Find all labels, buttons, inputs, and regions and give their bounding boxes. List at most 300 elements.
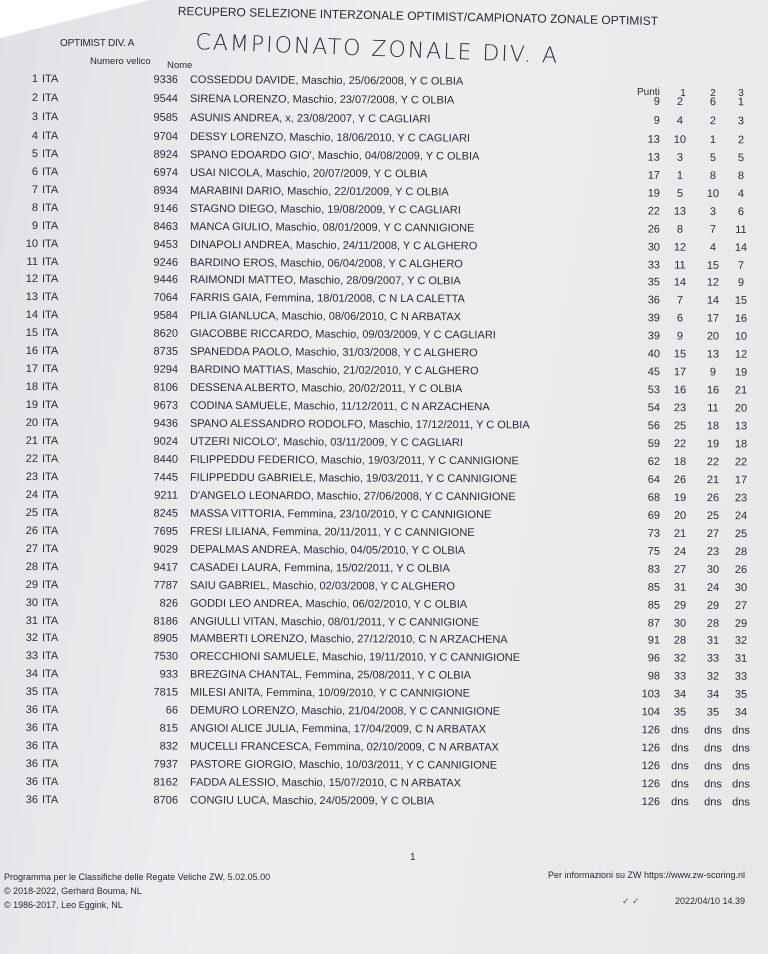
footer-program: Programma per le Classifiche delle Regate Veliche ZW, 5.02.05.00	[4, 872, 271, 882]
footer-copyright-2: © 1986-2017, Leo Eggink, NL	[4, 900, 123, 910]
race-3-cell: 26	[734, 563, 748, 576]
sail-number-cell: 8440	[153, 453, 178, 466]
competitor-cell: DINAPOLI ANDREA, Maschio, 24/11/2008, Y C ALGHERO	[189, 238, 478, 253]
sail-number-cell: 7937	[153, 758, 178, 771]
competitor-cell: MASSA VITTORIA, Femmina, 23/10/2010, Y C CANNIGIONE	[189, 507, 492, 521]
rank-cell: 5	[31, 147, 38, 160]
race-3-cell: 22	[734, 456, 748, 469]
rank-cell: 1	[31, 73, 38, 86]
race-1-cell: 8	[676, 223, 684, 236]
competitor-cell: DEMURO LORENZO, Maschio, 21/04/2008, Y C CANNIGIONE	[189, 704, 501, 718]
race-2-cell: 22	[706, 456, 720, 469]
points-cell: 85	[647, 581, 660, 594]
competitor-cell: MANCA GIULIO, Maschio, 08/01/2009, Y C CANNIGIONE	[189, 220, 475, 235]
points-cell: 83	[647, 563, 660, 576]
nation-cell: ITA	[41, 201, 59, 214]
sail-number-cell: 6974	[153, 166, 178, 179]
race-1-cell: 12	[673, 241, 687, 254]
race-1-cell: dns	[671, 778, 689, 791]
competitor-cell: SPANO EDOARDO GIO', Maschio, 04/08/2009, Y C OLBIA	[189, 148, 480, 163]
race-1-cell: 5	[676, 187, 684, 200]
points-cell: 26	[647, 223, 660, 236]
race-3-cell: 31	[734, 653, 748, 666]
rank-cell: 36	[25, 704, 38, 717]
race-1-cell: 15	[673, 348, 687, 361]
rank-cell: 19	[25, 399, 38, 412]
race-3-cell: 15	[734, 295, 748, 308]
nation-cell: ITA	[41, 614, 59, 627]
race-3-cell: 9	[737, 277, 745, 290]
sail-number-cell: 826	[159, 597, 178, 610]
sail-number-cell: 8934	[153, 184, 178, 197]
sail-number-cell: 7787	[153, 579, 178, 592]
points-cell: 36	[647, 294, 660, 307]
sail-number-cell: 9584	[153, 310, 178, 323]
competitor-cell: MILESI ANITA, Femmina, 10/09/2010, Y C CANNIGIONE	[189, 686, 470, 700]
competitor-cell: FRESI LILIANA, Femmina, 20/11/2011, Y C CANNIGIONE	[189, 525, 475, 539]
race-1-cell: 13	[673, 205, 687, 218]
race-3-cell: 25	[734, 527, 748, 540]
race-1-cell: 18	[673, 455, 687, 469]
points-cell: 98	[647, 670, 660, 683]
rank-cell: 13	[25, 291, 38, 304]
nation-cell: ITA	[41, 578, 59, 591]
competitor-cell: GIACOBBE RICCARDO, Maschio, 09/03/2009, Y C CAGLIARI	[189, 328, 496, 342]
nation-cell: ITA	[41, 524, 59, 537]
race-3-cell: 18	[734, 438, 748, 451]
nation-cell: ITA	[41, 632, 59, 645]
rank-cell: 21	[25, 435, 38, 448]
nation-cell: ITA	[41, 704, 59, 717]
rank-cell: 20	[25, 417, 38, 430]
nation-cell: ITA	[41, 722, 59, 735]
race-3-cell: 16	[734, 313, 748, 326]
sail-number-cell: 8924	[153, 148, 178, 161]
race-2-cell: 35	[706, 706, 720, 719]
race-2-cell: 26	[706, 491, 720, 504]
rank-cell: 29	[25, 578, 38, 591]
points-cell: 35	[647, 276, 660, 289]
rank-cell: 2	[31, 91, 38, 105]
table-row	[24, 704, 754, 724]
race-2-cell: 4	[709, 241, 717, 254]
race-1-cell: 30	[673, 617, 687, 630]
race-1-cell: 2	[676, 95, 684, 108]
race-2-cell: 13	[706, 348, 720, 361]
rank-cell: 36	[25, 758, 38, 771]
nation-cell: ITA	[41, 165, 59, 178]
points-cell: 87	[647, 617, 660, 630]
competitor-cell: STAGNO DIEGO, Maschio, 19/08/2009, Y C CAGLIARI	[189, 202, 461, 217]
race-3-cell: dns	[732, 760, 750, 773]
nation-cell: ITA	[41, 219, 59, 232]
race-3-cell: 5	[737, 151, 745, 164]
sail-number-cell: 9446	[153, 274, 178, 287]
race-3-cell: 33	[734, 671, 748, 684]
rank-cell: 26	[25, 524, 38, 537]
table-row	[24, 543, 754, 563]
nation-cell: ITA	[41, 686, 59, 699]
sail-number-cell: 8620	[153, 327, 178, 341]
race-1-cell: 24	[673, 545, 687, 558]
points-cell: 126	[641, 742, 660, 755]
race-3-cell: 4	[737, 187, 745, 200]
race-1-cell: 22	[673, 438, 687, 451]
table-row	[24, 740, 754, 760]
competitor-cell: ANGIULLI VITAN, Maschio, 08/01/2011, Y C CANNIGIONE	[189, 615, 479, 629]
table-row	[24, 776, 754, 795]
footer-copyright-1: © 2018-2022, Gerhard Bouma, NL	[4, 886, 142, 896]
nation-cell: ITA	[41, 470, 59, 484]
race-1-cell: 16	[673, 384, 687, 397]
sail-number-cell: 9336	[153, 73, 178, 86]
rank-cell: 36	[25, 794, 38, 807]
race-1-cell: 14	[673, 276, 687, 289]
rank-cell: 17	[25, 363, 38, 376]
points-cell: 13	[647, 151, 660, 164]
competitor-cell: DESSENA ALBERTO, Maschio, 20/02/2011, Y C OLBIA	[189, 381, 463, 396]
nation-cell: ITA	[41, 758, 59, 771]
table-row	[24, 92, 754, 113]
nation-cell: ITA	[41, 740, 59, 753]
table-row	[24, 73, 754, 94]
race-1-cell: 1	[676, 169, 684, 182]
column-header-race-2: 2	[710, 88, 716, 99]
race-2-cell: 32	[706, 670, 720, 683]
sail-number-cell: 7530	[153, 650, 178, 663]
column-header-sail-number: Numero velico	[90, 56, 151, 67]
table-row	[24, 650, 754, 670]
rank-cell: 3	[31, 110, 38, 123]
nation-cell: ITA	[41, 183, 59, 196]
nation-cell: ITA	[41, 92, 59, 105]
competitor-cell: PILIA GIANLUCA, Maschio, 08/06/2010, C N ARBATAX	[189, 310, 462, 324]
points-cell: 126	[641, 760, 660, 773]
sail-number-cell: 8735	[153, 345, 178, 359]
race-2-cell: 11	[707, 402, 719, 415]
race-3-cell: 12	[734, 348, 748, 361]
rank-cell: 23	[25, 470, 38, 483]
rank-cell: 15	[25, 327, 38, 340]
race-1-cell: 11	[674, 259, 686, 272]
nation-cell: ITA	[41, 417, 59, 430]
sail-number-cell: 9211	[154, 489, 178, 502]
competitor-cell: SPANO ALESSANDRO RODOLFO, Maschio, 17/12/2011, Y C OLBIA	[189, 417, 530, 432]
nation-cell: ITA	[41, 237, 59, 250]
competitor-cell: FARRIS GAIA, Femmina, 18/01/2008, C N LA CALETTA	[189, 292, 465, 306]
points-cell: 75	[647, 545, 660, 558]
rank-cell: 9	[31, 219, 38, 232]
handwritten-note: CAMPIONATO ZONALE DIV. A	[195, 30, 560, 69]
race-1-cell: 23	[673, 402, 687, 415]
race-2-cell: 30	[706, 563, 720, 576]
race-2-cell: 25	[706, 509, 720, 522]
folded-corner	[0, 0, 150, 38]
race-2-cell: 33	[706, 653, 720, 666]
race-1-cell: 4	[676, 114, 684, 127]
column-header-name: Nome	[167, 60, 193, 71]
points-cell: 30	[647, 240, 660, 254]
nation-cell: ITA	[41, 273, 59, 286]
race-1-cell: 9	[676, 330, 684, 343]
race-1-cell: 19	[673, 491, 687, 504]
nation-cell: ITA	[41, 291, 59, 304]
table-row	[24, 202, 754, 223]
points-cell: 56	[647, 420, 660, 433]
race-3-cell: 24	[734, 509, 748, 523]
sail-number-cell: 9704	[153, 130, 178, 143]
points-cell: 53	[647, 384, 660, 397]
competitor-cell: DESSY LORENZO, Maschio, 18/06/2010, Y C CAGLIARI	[189, 130, 471, 145]
points-cell: 69	[647, 509, 660, 522]
rank-cell: 10	[25, 237, 38, 250]
points-cell: 9	[653, 114, 660, 127]
race-3-cell: 20	[734, 402, 748, 415]
race-2-cell: 20	[706, 330, 720, 343]
race-1-cell: 32	[673, 652, 687, 665]
points-cell: 96	[647, 652, 660, 665]
points-cell: 22	[647, 205, 660, 218]
rank-cell: 27	[25, 542, 38, 555]
points-cell: 91	[647, 634, 660, 647]
table-row	[24, 238, 754, 259]
race-3-cell: 13	[734, 420, 748, 433]
sail-number-cell: 66	[165, 704, 178, 717]
sail-number-cell: 8706	[153, 794, 178, 807]
sail-number-cell: 933	[159, 668, 178, 681]
points-cell: 54	[647, 402, 660, 415]
competitor-cell: SIRENA LORENZO, Maschio, 23/07/2008, Y C OLBIA	[189, 92, 455, 107]
race-3-cell: dns	[732, 742, 750, 755]
points-cell: 39	[647, 312, 660, 325]
nation-cell: ITA	[41, 668, 59, 681]
rank-cell: 22	[25, 452, 38, 466]
race-1-cell: 28	[673, 635, 687, 648]
race-1-cell: 6	[676, 312, 684, 325]
column-header-race-3: 3	[738, 88, 744, 99]
race-3-cell: dns	[732, 778, 750, 791]
nation-cell: ITA	[41, 650, 59, 663]
competitor-cell: MARABINI DARIO, Maschio, 22/01/2009, Y C OLBIA	[189, 184, 449, 199]
rank-cell: 36	[25, 722, 38, 735]
race-3-cell: dns	[732, 724, 750, 737]
sail-number-cell: 7445	[153, 471, 178, 484]
points-cell: 59	[647, 437, 660, 450]
points-cell: 45	[647, 366, 660, 379]
nation-cell: ITA	[41, 399, 59, 412]
race-1-cell: 35	[673, 706, 687, 719]
table-row	[24, 758, 754, 778]
race-1-cell: 25	[673, 420, 687, 433]
rank-cell: 36	[25, 740, 38, 753]
competitor-cell: FILIPPEDDU GABRIELE, Maschio, 19/03/2011, Y C CANNIGIONE	[189, 471, 518, 486]
nation-cell: ITA	[41, 327, 59, 340]
points-cell: 104	[641, 706, 660, 719]
race-2-cell: 7	[709, 223, 717, 236]
competitor-cell: ASUNIS ANDREA, x, 23/08/2007, Y C CAGLIARI	[189, 111, 431, 126]
sail-number-cell: 9246	[153, 256, 178, 269]
class-label: OPTIMIST DIV. A	[60, 38, 135, 49]
rank-cell: 4	[31, 129, 38, 142]
nation-cell: ITA	[41, 453, 59, 466]
sail-number-cell: 9146	[153, 202, 178, 215]
race-2-cell: 5	[709, 151, 717, 164]
sail-number-cell: 9294	[153, 363, 178, 376]
race-2-cell: 17	[706, 312, 720, 325]
points-cell: 40	[647, 348, 660, 361]
race-1-cell: 7	[676, 294, 684, 307]
table-row	[24, 579, 754, 599]
race-2-cell: 10	[706, 187, 720, 200]
sail-number-cell: 832	[159, 740, 178, 753]
race-2-cell: 2	[709, 114, 717, 128]
sail-number-cell: 9417	[153, 561, 178, 574]
race-3-cell: 29	[734, 617, 748, 630]
footer-info: Per informazioni su ZW https://www.zw-scoring.nl	[548, 870, 746, 880]
sail-number-cell: 8186	[153, 615, 178, 628]
race-1-cell: 26	[673, 473, 687, 486]
race-3-cell: 6	[737, 205, 745, 218]
competitor-cell: CONGIU LUCA, Maschio, 24/05/2009, Y C OLBIA	[189, 794, 435, 808]
nation-cell: ITA	[41, 596, 59, 609]
points-cell: 68	[647, 491, 660, 504]
sail-number-cell: 8106	[153, 381, 178, 394]
rank-cell: 25	[25, 506, 38, 519]
nation-cell: ITA	[41, 147, 59, 160]
sail-number-cell: 9436	[153, 417, 178, 430]
competitor-cell: USAI NICOLA, Maschio, 20/07/2009, Y C OLBIA	[189, 166, 428, 181]
rank-cell: 32	[25, 632, 38, 645]
race-2-cell: 21	[706, 474, 720, 487]
rank-cell: 36	[25, 776, 38, 789]
column-header-points: Punti	[637, 87, 660, 98]
table-row	[24, 417, 754, 437]
race-1-cell: 31	[673, 581, 687, 594]
rank-cell: 11	[26, 255, 38, 268]
race-2-cell: 34	[706, 688, 720, 701]
rank-cell: 8	[31, 201, 38, 214]
rank-cell: 30	[25, 596, 38, 609]
sail-number-cell: 7064	[153, 292, 178, 305]
table-row	[24, 435, 754, 455]
competitor-cell: FADDA ALESSIO, Maschio, 15/07/2010, C N ARBATAX	[189, 776, 462, 790]
race-3-cell: 8	[737, 169, 745, 182]
sail-number-cell: 7695	[153, 525, 178, 538]
competitor-cell: RAIMONDI MATTEO, Maschio, 28/09/2007, Y C OLBIA	[189, 274, 461, 288]
race-2-cell: 19	[706, 438, 720, 451]
rank-cell: 33	[25, 650, 38, 663]
points-cell: 126	[641, 724, 660, 737]
table-row	[24, 597, 754, 617]
race-2-cell: 1	[709, 133, 717, 146]
competitor-cell: MUCELLI FRANCESCA, Femmina, 02/10/2009, C N ARBATAX	[189, 740, 499, 754]
rank-cell: 16	[25, 345, 38, 358]
sail-number-cell: 9029	[153, 543, 178, 556]
rank-cell: 24	[25, 488, 38, 501]
sail-number-cell: 815	[159, 722, 178, 735]
race-3-cell: 30	[734, 581, 748, 594]
points-cell: 103	[641, 688, 660, 701]
race-2-cell: dns	[704, 796, 722, 809]
points-cell: 13	[647, 133, 660, 146]
competitor-cell: CODINA SAMUELE, Maschio, 11/12/2011, C N ARZACHENA	[189, 399, 490, 414]
table-row	[24, 722, 754, 742]
document-title: RECUPERO SELEZIONE INTERZONALE OPTIMIST/CAMPIONATO ZONALE OPTIMIST	[177, 4, 659, 29]
table-row	[24, 686, 754, 706]
race-2-cell: 6	[709, 96, 717, 109]
rank-cell: 31	[25, 614, 38, 627]
race-2-cell: dns	[704, 742, 722, 755]
sail-number-cell: 8463	[153, 220, 178, 233]
race-2-cell: 8	[709, 169, 717, 182]
points-cell: 85	[647, 599, 660, 612]
competitor-cell: COSSEDDU DAVIDE, Maschio, 25/06/2008, Y C OLBIA	[189, 74, 464, 88]
race-3-cell: 34	[734, 706, 748, 719]
race-1-cell: dns	[671, 724, 689, 737]
race-2-cell: 3	[709, 205, 717, 218]
points-cell: 126	[641, 796, 660, 809]
rank-cell: 14	[25, 309, 38, 322]
race-1-cell: dns	[671, 760, 689, 773]
competitor-cell: SPANEDDA PAOLO, Maschio, 31/03/2008, Y C ALGHERO	[189, 346, 478, 360]
competitor-cell: MAMBERTI LORENZO, Maschio, 27/12/2010, C N ARZACHENA	[189, 633, 508, 647]
nation-cell: ITA	[41, 488, 59, 501]
sail-number-cell: 9453	[153, 238, 178, 251]
footer-timestamp: 2022/04/10 14.39	[675, 896, 746, 906]
race-1-cell: dns	[671, 742, 689, 755]
nation-cell: ITA	[41, 73, 59, 86]
sail-number-cell: 9673	[153, 399, 178, 412]
nation-cell: ITA	[41, 542, 59, 555]
nation-cell: ITA	[41, 363, 59, 376]
competitor-cell: DEPALMAS ANDREA, Maschio, 04/05/2010, Y C OLBIA	[189, 543, 466, 557]
pencil-mark: ✓ ✓	[622, 896, 640, 906]
race-2-cell: 9	[709, 366, 717, 379]
sail-number-cell: 9024	[153, 435, 178, 448]
race-1-cell: 27	[673, 563, 687, 576]
nation-cell: ITA	[41, 255, 59, 268]
race-2-cell: 24	[706, 581, 720, 594]
competitor-cell: D'ANGELO LEONARDO, Maschio, 27/06/2008, Y C CANNIGIONE	[189, 489, 516, 504]
race-3-cell: 19	[734, 366, 748, 379]
nation-cell: ITA	[41, 381, 59, 394]
sail-number-cell: 9585	[153, 111, 178, 124]
race-3-cell: 32	[734, 635, 748, 648]
nation-cell: ITA	[41, 435, 59, 448]
nation-cell: ITA	[41, 794, 59, 807]
nation-cell: ITA	[41, 129, 59, 143]
race-1-cell: 17	[673, 366, 687, 379]
rank-cell: 35	[25, 686, 38, 699]
race-3-cell: 11	[735, 223, 747, 236]
nation-cell: ITA	[41, 345, 59, 358]
competitor-cell: UTZERI NICOLO', Maschio, 03/11/2009, Y C CAGLIARI	[189, 435, 463, 450]
race-1-cell: 34	[673, 688, 687, 701]
race-1-cell: 33	[673, 670, 687, 683]
race-2-cell: 29	[706, 599, 720, 612]
race-2-cell: 15	[706, 259, 720, 272]
competitor-cell: PASTORE GIORGIO, Maschio, 10/03/2011, Y C CANNIGIONE	[189, 758, 498, 772]
competitor-cell: GODDI LEO ANDREA, Maschio, 06/02/2010, Y C OLBIA	[189, 597, 468, 611]
race-2-cell: 12	[706, 277, 720, 290]
table-row	[24, 668, 754, 688]
race-2-cell: 28	[706, 617, 720, 630]
column-header-race-1: 1	[680, 88, 686, 99]
sail-number-cell: 8905	[153, 632, 178, 646]
competitor-cell: ANGIOI ALICE JULIA, Femmina, 17/04/2009, C N ARBATAX	[189, 722, 487, 736]
competitor-cell: FILIPPEDDU FEDERICO, Maschio, 19/03/2011, Y C CANNIGIONE	[189, 453, 519, 468]
race-1-cell: 10	[673, 133, 687, 146]
